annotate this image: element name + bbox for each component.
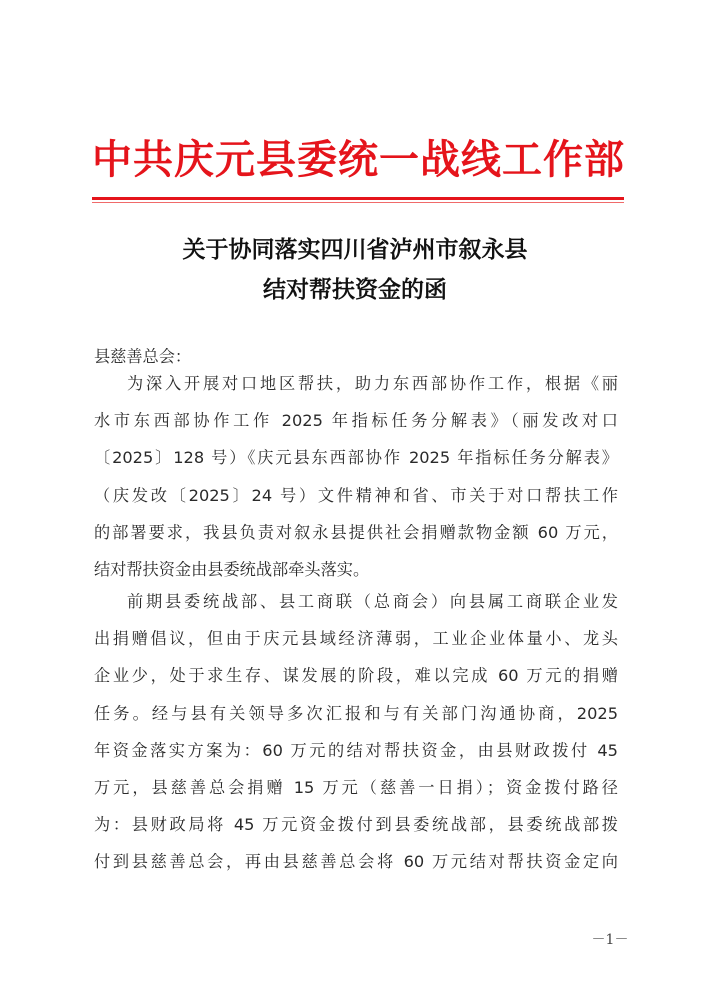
paragraph-line: 为深入开展对口地区帮扶，助力东西部协作工作，根据《丽: [127, 374, 618, 393]
page-number: －1－: [591, 932, 629, 948]
paragraph-line: 水市东西部协作工作 2025 年指标任务分解表》（丽发改对口: [94, 411, 618, 431]
paragraph-line: 的部署要求，我县负责对叙永县提供社会捐赠款物金额 60 万元，: [94, 522, 618, 542]
paragraph-line: 为：县财政局将 45 万元资金拨付到县委统战部，县委统战部拨: [94, 815, 618, 835]
paragraph-line: 付到县慈善总会，再由县慈善总会将 60 万元结对帮扶资金定向: [94, 852, 618, 872]
masthead-rule-thick: [92, 197, 624, 200]
paragraph-2: [94, 583, 618, 881]
paragraph-line: 任务。经与县有关领导多次汇报和与有关部门沟通协商，2025: [94, 703, 618, 723]
paragraph-line: 年资金落实方案为：60 万元的结对帮扶资金，由县财政拨付 45: [94, 740, 618, 760]
paragraph-line: 企业少，处于求生存、谋发展的阶段，难以完成 60 万元的捐赠: [94, 666, 618, 686]
document-title-line-2: 结对帮扶资金的函: [263, 276, 447, 303]
masthead-title: 中共庆元县委统一战线工作部: [92, 136, 625, 183]
paragraph-line: 结对帮扶资金由县委统战部牵头落实。: [94, 559, 370, 579]
paragraph-line: 前期县委统战部、县工商联（总商会）向县属工商联企业发: [127, 592, 618, 611]
document-title-line-1: 关于协同落实四川省泸州市叙永县: [182, 236, 528, 263]
paragraph-line: （庆发改〔2025〕24 号）文件精神和省、市关于对口帮扶工作: [94, 485, 618, 505]
paragraph-line: 〔2025〕128 号）《庆元县东西部协作 2025 年指标任务分解表》: [94, 448, 618, 468]
masthead-rule-thin: [92, 202, 624, 203]
paragraph-1: [94, 365, 618, 588]
paragraph-line: 万元，县慈善总会捐赠 15 万元（慈善一日捐）；资金拨付路径: [94, 777, 618, 797]
salutation: 县慈善总会：: [94, 347, 192, 366]
paragraph-line: 出捐赠倡议，但由于庆元县域经济薄弱，工业企业体量小、龙头: [94, 629, 618, 649]
